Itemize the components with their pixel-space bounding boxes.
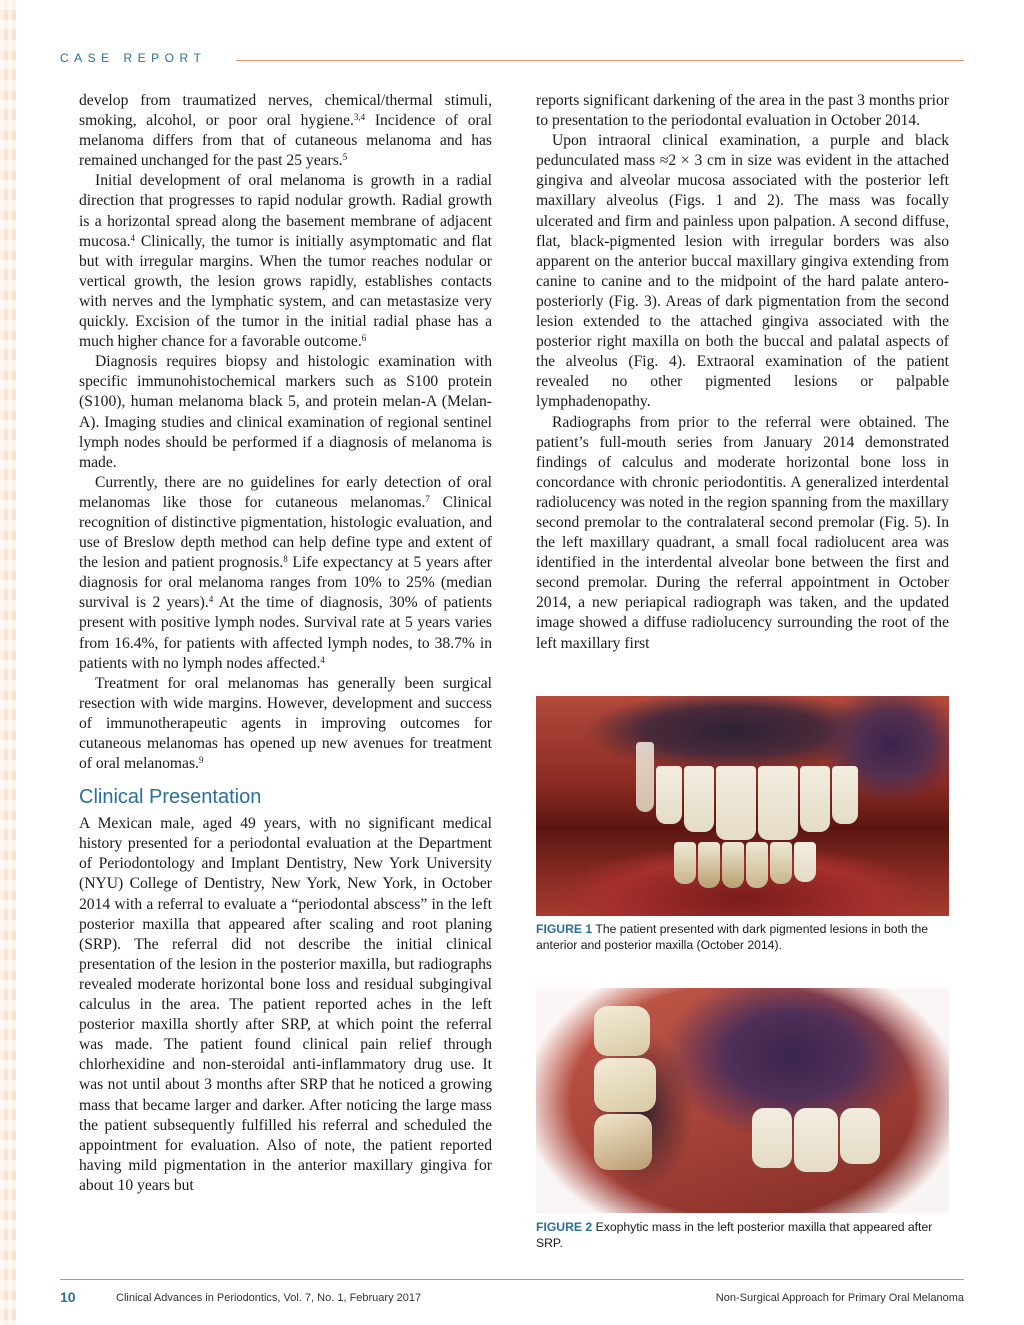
- decorative-side-stripe: [0, 0, 16, 1325]
- citation: 8: [283, 554, 288, 565]
- citation: 3,4: [353, 112, 366, 123]
- paragraph: Upon intraoral clinical examination, a purple and black pedunculated mass ≈2 × 3 cm in size was evident in the attached gingiva and alveolar mucosa associated with the posterior left maxillary alveolus (Figs. 1 and 2). The mass was focally ulcerated and firm and painless upon palpation. A second diffuse, flat, black-pigmented lesion with irregular borders was also apparent on the anterior buccal maxillary gingiva extending from canine to canine and to the midpoint of the hard palate antero-posteriorly (Fig. 3). Areas of dark pigmentation from the second lesion extended to the attached gingiva associated with the posterior right maxilla on both the buccal and palatal aspects of the alveolus (Fig. 4). Extraoral examination of the patient revealed no other pigmented lesions or palpable lymphadenopathy.: [536, 132, 949, 411]
- paragraph: Radiographs from prior to the referral were obtained. The patient’s full-mouth series from January 2014 demonstrated findings of calculus and moderate horizontal bone loss in concordance with chronic periodontitis. A generalized interdental radiolucency was noted in the region spanning from the maxillary second premolar to the contralateral second premolar (Fig. 5). In the left maxillary quadrant, a small focal radiolucent area was identified in the interdental alveolar bone between the first and second premolar. During the referral appointment in October 2014, a new periapical radiograph was taken, and the updated image showed a diffuse radiolucency surrounding the root of the left maxillary first: [536, 413, 949, 652]
- citation: 5: [342, 152, 348, 163]
- paragraph: reports significant darkening of the area in the past 3 months prior to presentation to the periodontal evaluation in October 2014.: [536, 92, 949, 130]
- upper-side-teeth-left: [636, 742, 654, 812]
- paragraph: Treatment for oral melanomas has generally been surgical resection with wide margins. However, development and success of immunotherapeutic agents in improving outcomes for cutaneous melanomas has opened up new avenues for treatment of oral melanomas.$^9$: [79, 674, 492, 773]
- right-column: [536, 91, 949, 654]
- lower-premolar-teeth: [752, 1108, 880, 1172]
- footer-article-title: Non-Surgical Approach for Primary Oral Melanoma: [715, 1292, 964, 1304]
- citation: 4: [320, 654, 325, 665]
- upper-teeth: [656, 766, 858, 840]
- left-column: [79, 91, 492, 1196]
- journal-citation: Clinical Advances in Periodontics, Vol. 7, No. 1, February 2017: [116, 1292, 422, 1304]
- paragraph: Initial development of oral melanoma is growth in a radial direction that progresses to rapid nodular growth. Radial growth is a horizontal spread along the basement membrane of adjacent mucosa.$^4$ Clinically, the tumor is initially asymptomatic and flat but with irregular margins. When the tumor reaches nodular or vertical growth, the lesion grows rapidly, establishes contacts with nerves and the lymphatic system, and can metastasize very quickly. Excision of the tumor in the initial radial phase has a much higher chance for a favorable outcome.$^6$: [79, 172, 492, 351]
- molar-teeth: [594, 1006, 656, 1170]
- citation: 6: [361, 333, 367, 344]
- citation: 4: [130, 232, 136, 243]
- header-rule: [236, 60, 964, 61]
- page-number: 10: [60, 1289, 76, 1305]
- paragraph: Diagnosis requires biopsy and histologic examination with specific immunohistochemical markers such as S100 protein (S100), human melanoma black 5, and protein melan-A (Melan-A). Imaging studies and clinical examination of regional sentinel lymph nodes should be performed if a diagnosis of melanoma is made.: [79, 353, 492, 471]
- paragraph: A Mexican male, aged 49 years, with no significant medical history presented for a periodontal evaluation at the Department of Periodontology and Implant Dentistry, New York University (NYU) College of Dentistry, New York, New York, in October 2014 with a referral to evaluate a “periodontal abscess” in the left posterior maxilla that appeared after scaling and root planing (SRP). The referral did not describe the initial clinical presentation of the lesion in the posterior maxilla, but radiographs revealed moderate horizontal bone loss and residual subgingival calculus in the area. The patient reported aches in the left posterior maxilla shortly after SRP, at which point the referral was made. The patient found clinical pain relief through chlorhexidine and non-steroidal anti-inflammatory drug use. It was not until about 3 months after SRP that he noticed a growing mass that became larger and darker. After noticing the large mass the patient subsequently fulfilled his referral and scheduled the appointment for evaluation. Also of note, the patient reported having mild pigmentation in the anterior maxillary gingiva for about 10 years but: [79, 815, 492, 1194]
- running-head: CASE REPORT: [60, 51, 207, 65]
- section-heading: Clinical Presentation: [79, 786, 262, 809]
- paragraph: Currently, there are no guidelines for early detection of oral melanomas like those for cutaneous melanomas.$^7$ Clinical recognition of distinctive pigmentation, histologic evaluation, and use of Breslow depth method can help define type and extent of the lesion and patient prognosis.$^8$ Life expectancy at 5 years after diagnosis for oral melanoma ranges from 10% to 25% (median survival is 2 years).$^4$ At the time of diagnosis, 30% of patients present with positive lymph nodes. Survival rate at 5 years varies from 16.4%, for patients with affected lymph nodes, to 38.7% in patients with no lymph nodes affected.$^4$: [79, 473, 493, 672]
- figure-1-photo: [536, 696, 949, 916]
- citation: 9: [198, 755, 204, 766]
- footer-rule: [60, 1279, 964, 1280]
- citation: 4: [208, 594, 214, 605]
- figure-1-caption: FIGURE 1 The patient presented with dark pigmented lesions in both the anterior and posterior maxilla (October 2014).: [536, 922, 929, 952]
- figure-2-photo: [536, 988, 949, 1213]
- lower-teeth: [674, 842, 816, 888]
- citation: 7: [425, 493, 430, 504]
- figure-2-caption: FIGURE 2 Exophytic mass in the left posterior maxilla that appeared after SRP.: [536, 1220, 933, 1250]
- paragraph: develop from traumatized nerves, chemical/thermal stimuli, smoking, alcohol, or poor oral hygiene.$^{3,4}$ Incidence of oral melanoma differs from that of cutaneous melanoma and has remained unchanged for the past 25 years.$^5$: [79, 92, 493, 170]
